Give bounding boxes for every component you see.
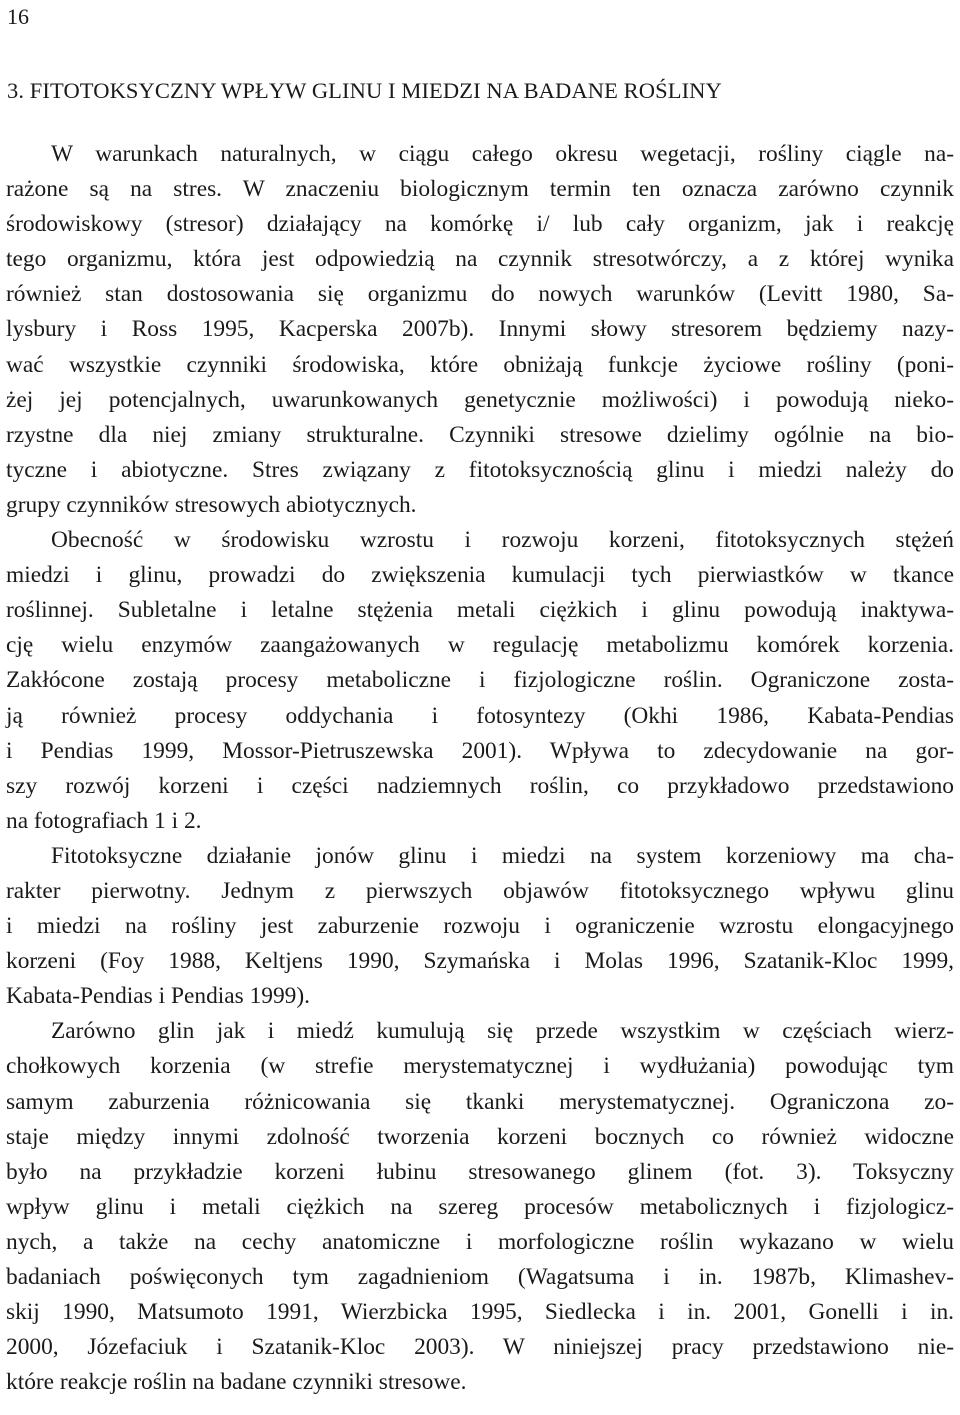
paragraph-line: rażone są na stres. W znaczeniu biologicznym termin ten oznacza zarówno czynnik <box>6 176 954 203</box>
paragraph-line: badaniach poświęconych tym zagadnieniom (Wagatsuma i in. 1987b, Klimashev- <box>6 1264 954 1290</box>
paragraph-line: Zakłócone zostają procesy metaboliczne i fizjologiczne roślin. Ograniczone zosta- <box>6 667 954 694</box>
paragraph-line: tego organizmu, która jest odpowiedzią na czynnik stresotwórczy, a z której wynika <box>6 246 954 273</box>
paragraph-line: ją również procesy oddychania i fotosyntezy (Okhi 1986, Kabata-Pendias <box>6 702 954 729</box>
paragraph-line: nych, a także na cechy anatomiczne i morfologiczne roślin wykazano w wielu <box>6 1228 954 1255</box>
paragraph-1 <box>6 137 954 523</box>
paragraph-line: W warunkach naturalnych, w ciągu całego okresu wegetacji, rośliny ciągle na- <box>51 141 954 167</box>
paragraph-line: wpływ glinu i metali ciężkich na szereg procesów metabolicznych i fizjologicz- <box>6 1193 954 1220</box>
paragraph-4 <box>6 1014 954 1400</box>
paragraph-line: żej jej potencjalnych, uwarunkowanych genetycznie możliwości) i powodują nieko- <box>6 386 954 413</box>
paragraph-line: Zarówno glin jak i miedź kumulują się przede wszystkim w częściach wierz- <box>51 1018 954 1045</box>
paragraph-line: i Pendias 1999, Mossor-Pietruszewska 2001). Wpływa to zdecydowanie na gor- <box>6 737 954 764</box>
paragraph-line: grupy czynników stresowych abiotycznych. <box>6 491 417 518</box>
paragraph-line: skij 1990, Matsumoto 1991, Wierzbicka 1995, Siedlecka i in. 2001, Gonelli i in. <box>6 1299 954 1326</box>
paragraph-line: szy rozwój korzeni i części nadziemnych roślin, co przykładowo przedstawiono <box>6 772 954 799</box>
paragraph-line: tyczne i abiotyczne. Stres związany z fitotoksycznością glinu i miedzi należy do <box>6 456 954 483</box>
body-text <box>6 137 954 1400</box>
paragraph-line: rakter pierwotny. Jednym z pierwszych objawów fitotoksycznego wpływu glinu <box>6 877 954 904</box>
paragraph-3 <box>6 839 954 1014</box>
paragraph-line: staje między innymi zdolność tworzenia korzeni bocznych co również widoczne <box>6 1123 954 1150</box>
paragraph-2 <box>6 523 954 839</box>
paragraph-line: roślinnej. Subletalne i letalne stężenia metali ciężkich i glinu powodują inaktywa- <box>6 597 954 624</box>
paragraph-line: Obecność w środowisku wzrostu i rozwoju korzeni, fitotoksycznych stężeń <box>51 527 954 554</box>
paragraph-line: chołkowych korzenia (w strefie merystematycznej i wydłużania) powodując tym <box>6 1053 954 1080</box>
paragraph-line: rzystne dla niej zmiany strukturalne. Czynniki stresowe dzielimy ogólnie na bio- <box>6 421 954 448</box>
paragraph-line: Fitotoksyczne działanie jonów glinu i miedzi na system korzeniowy ma cha- <box>51 842 954 869</box>
paragraph-line: również stan dostosowania się organizmu do nowych warunków (Levitt 1980, Sa- <box>6 281 954 308</box>
paragraph-line: 2000, Józefaciuk i Szatanik-Kloc 2003). W niniejszej pracy przedstawiono nie- <box>6 1334 954 1361</box>
paragraph-line: samym zaburzenia różnicowania się tkanki merystematycznej. Ograniczona zo- <box>6 1088 954 1115</box>
paragraph-line: wać wszystkie czynniki środowiska, które obniżają funkcje życiowe rośliny (poni- <box>6 351 954 378</box>
paragraph-line: i miedzi na rośliny jest zaburzenie rozwoju i ograniczenie wzrostu elongacyjnego <box>6 913 954 940</box>
paragraph-line: miedzi i glinu, prowadzi do zwiększenia kumulacji tych pierwiastków w tkance <box>6 562 954 589</box>
paragraph-line: było na przykładzie korzeni łubinu stresowanego glinem (fot. 3). Toksyczny <box>6 1158 954 1185</box>
paragraph-line: korzeni (Foy 1988, Keltjens 1990, Szymańska i Molas 1996, Szatanik-Kloc 1999, <box>6 948 954 975</box>
paragraph-line: środowiskowy (stresor) działający na komórkę i/ lub cały organizm, jak i reakcję <box>6 211 954 238</box>
paragraph-line: lysbury i Ross 1995, Kacperska 2007b). Innymi słowy stresorem będziemy nazy- <box>6 316 954 343</box>
page-number: 16 <box>7 4 29 29</box>
paragraph-line: Kabata-Pendias i Pendias 1999). <box>6 983 311 1010</box>
paragraph-line: które reakcje roślin na badane czynniki stresowe. <box>6 1369 467 1396</box>
chapter-title: 3. FITOTOKSYCZNY WPŁYW GLINU I MIEDZI NA BADANE ROŚLINY <box>7 78 722 103</box>
paragraph-line: cję wielu enzymów zaangażowanych w regulację metabolizmu komórek korzenia. <box>6 632 954 659</box>
paragraph-line: na fotografiach 1 i 2. <box>6 807 202 834</box>
